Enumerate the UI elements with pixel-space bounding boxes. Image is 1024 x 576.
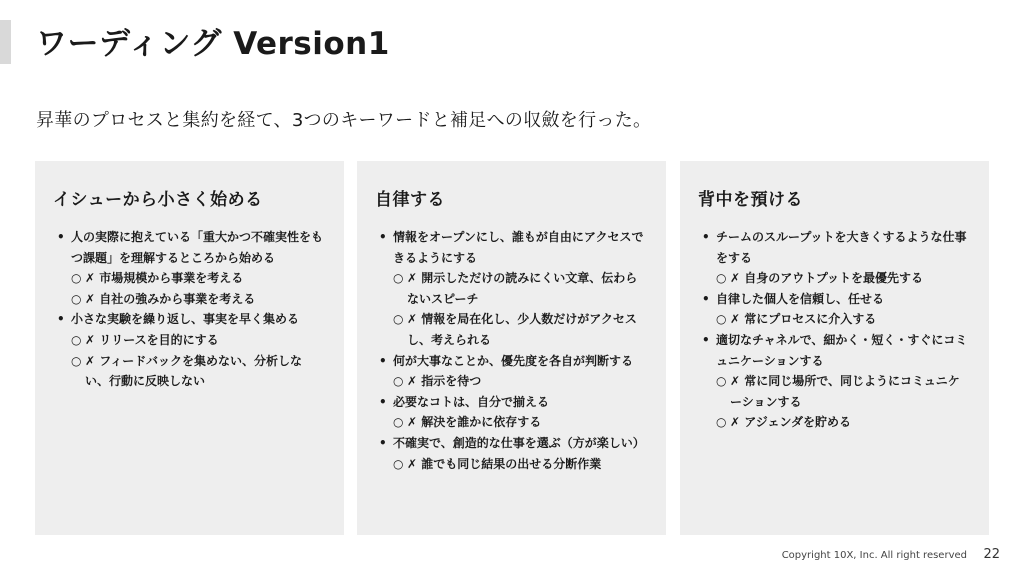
page-number: 22	[983, 547, 1000, 562]
sub-list	[716, 268, 971, 289]
list-item	[698, 227, 971, 289]
sub-item	[71, 289, 326, 310]
sub-list	[71, 330, 326, 392]
list-item	[375, 392, 648, 433]
sub-item-text: ✗ 情報を局在化し、少人数だけがアクセスし、考えられる	[407, 312, 637, 347]
sub-item-text: ✗ 誰でも同じ結果の出せる分断作業	[407, 456, 602, 471]
card-title: 背中を預ける	[698, 190, 803, 210]
sub-list	[716, 371, 971, 433]
sub-list	[393, 412, 648, 433]
card-title: イシューから小さく始める	[53, 190, 263, 210]
circle-bullet-icon: ○	[71, 332, 82, 347]
sub-item	[71, 351, 326, 392]
circle-bullet-icon: ○	[716, 374, 727, 389]
list-item	[53, 309, 326, 391]
list-item	[375, 433, 648, 474]
bullet-icon: •	[702, 230, 710, 244]
list-item	[698, 330, 971, 433]
circle-bullet-icon: ○	[71, 353, 82, 368]
slide-title: ワーディング Version1	[36, 26, 390, 62]
circle-bullet-icon: ○	[716, 415, 727, 430]
sub-item	[393, 454, 648, 475]
sub-item-text: ✗ 解決を誰かに依存する	[407, 415, 542, 430]
sub-list	[716, 309, 971, 330]
sub-item	[716, 268, 971, 289]
sub-item-text: ✗ 開示しただけの読みにくい文章、伝わらないスピーチ	[407, 271, 638, 306]
sub-item-text: ✗ フィードバックを集めない、分析しない、行動に反映しない	[85, 353, 303, 389]
circle-bullet-icon: ○	[716, 312, 727, 327]
sub-item	[393, 268, 648, 309]
title-accent-bar	[0, 20, 11, 64]
card-list	[53, 227, 326, 392]
sub-item-text: ✗ リリースを目的にする	[85, 332, 219, 347]
keyword-card-1	[35, 161, 344, 535]
sub-item	[716, 309, 971, 330]
item-text: 何が大事なことか、優先度を各自が判断する	[393, 353, 634, 368]
sub-item	[393, 309, 648, 350]
sub-item-text: ✗ 自社の強みから事業を考える	[85, 291, 256, 306]
card-list	[698, 227, 971, 433]
bullet-icon: •	[57, 230, 65, 244]
circle-bullet-icon: ○	[393, 312, 404, 327]
list-item	[698, 289, 971, 330]
sub-item-text: ✗ 常に同じ場所で、同じようにコミュニケーションする	[730, 374, 960, 409]
circle-bullet-icon: ○	[393, 271, 404, 286]
lead-text: 昇華のプロセスと集約を経て、3つのキーワードと補足への収斂を行った。	[36, 110, 652, 131]
item-text: 適切なチャネルで、細かく・短く・すぐにコミュニケーションする	[716, 332, 968, 368]
bullet-icon: •	[57, 312, 65, 327]
sub-item-text: ✗ アジェンダを貯める	[730, 415, 852, 430]
sub-item	[716, 412, 971, 433]
item-text: 情報をオープンにし、誰もが自由にアクセスできるようにする	[393, 230, 644, 265]
sub-item	[71, 268, 326, 289]
bullet-icon: •	[379, 394, 387, 409]
circle-bullet-icon: ○	[716, 271, 727, 286]
bullet-icon: •	[702, 332, 710, 347]
sub-item	[393, 412, 648, 433]
sub-list	[393, 454, 648, 475]
sub-list	[393, 371, 648, 392]
bullet-icon: •	[702, 291, 710, 306]
sub-item-text: ✗ 市場規模から事業を考える	[85, 271, 244, 286]
item-text: 自律した個人を信頼し、任せる	[716, 291, 885, 306]
list-item	[53, 227, 326, 309]
sub-item	[71, 330, 326, 351]
sub-item-text: ✗ 指示を待つ	[407, 374, 482, 389]
bullet-icon: •	[379, 353, 387, 368]
card-list	[375, 227, 648, 474]
sub-item	[716, 371, 971, 412]
sub-list	[393, 268, 648, 350]
circle-bullet-icon: ○	[71, 271, 82, 286]
item-text: 必要なコトは、自分で揃える	[393, 394, 550, 409]
sub-item	[393, 371, 648, 392]
copyright-text: Copyright 10X, Inc. All right reserved	[781, 550, 967, 561]
card-title: 自律する	[375, 190, 445, 210]
circle-bullet-icon: ○	[393, 374, 404, 389]
item-text: 不確実で、創造的な仕事を選ぶ（方が楽しい）	[393, 435, 645, 450]
item-text: 小さな実験を繰り返し、事実を早く集める	[71, 312, 300, 327]
list-item	[375, 351, 648, 392]
circle-bullet-icon: ○	[71, 291, 82, 306]
sub-item-text: ✗ 自身のアウトプットを最優先する	[730, 271, 924, 286]
bullet-icon: •	[379, 230, 387, 244]
sub-item-text: ✗ 常にプロセスに介入する	[730, 312, 877, 327]
item-text: 人の実際に抱えている「重大かつ不確実性をもつ課題」を理解するところから始める	[71, 230, 324, 265]
keyword-card-2	[357, 161, 666, 535]
circle-bullet-icon: ○	[393, 456, 404, 471]
sub-list	[71, 268, 326, 309]
item-text: チームのスループットを大きくするような仕事をする	[716, 230, 967, 265]
circle-bullet-icon: ○	[393, 415, 404, 430]
bullet-icon: •	[379, 435, 387, 450]
keyword-card-3	[680, 161, 989, 535]
list-item	[375, 227, 648, 351]
